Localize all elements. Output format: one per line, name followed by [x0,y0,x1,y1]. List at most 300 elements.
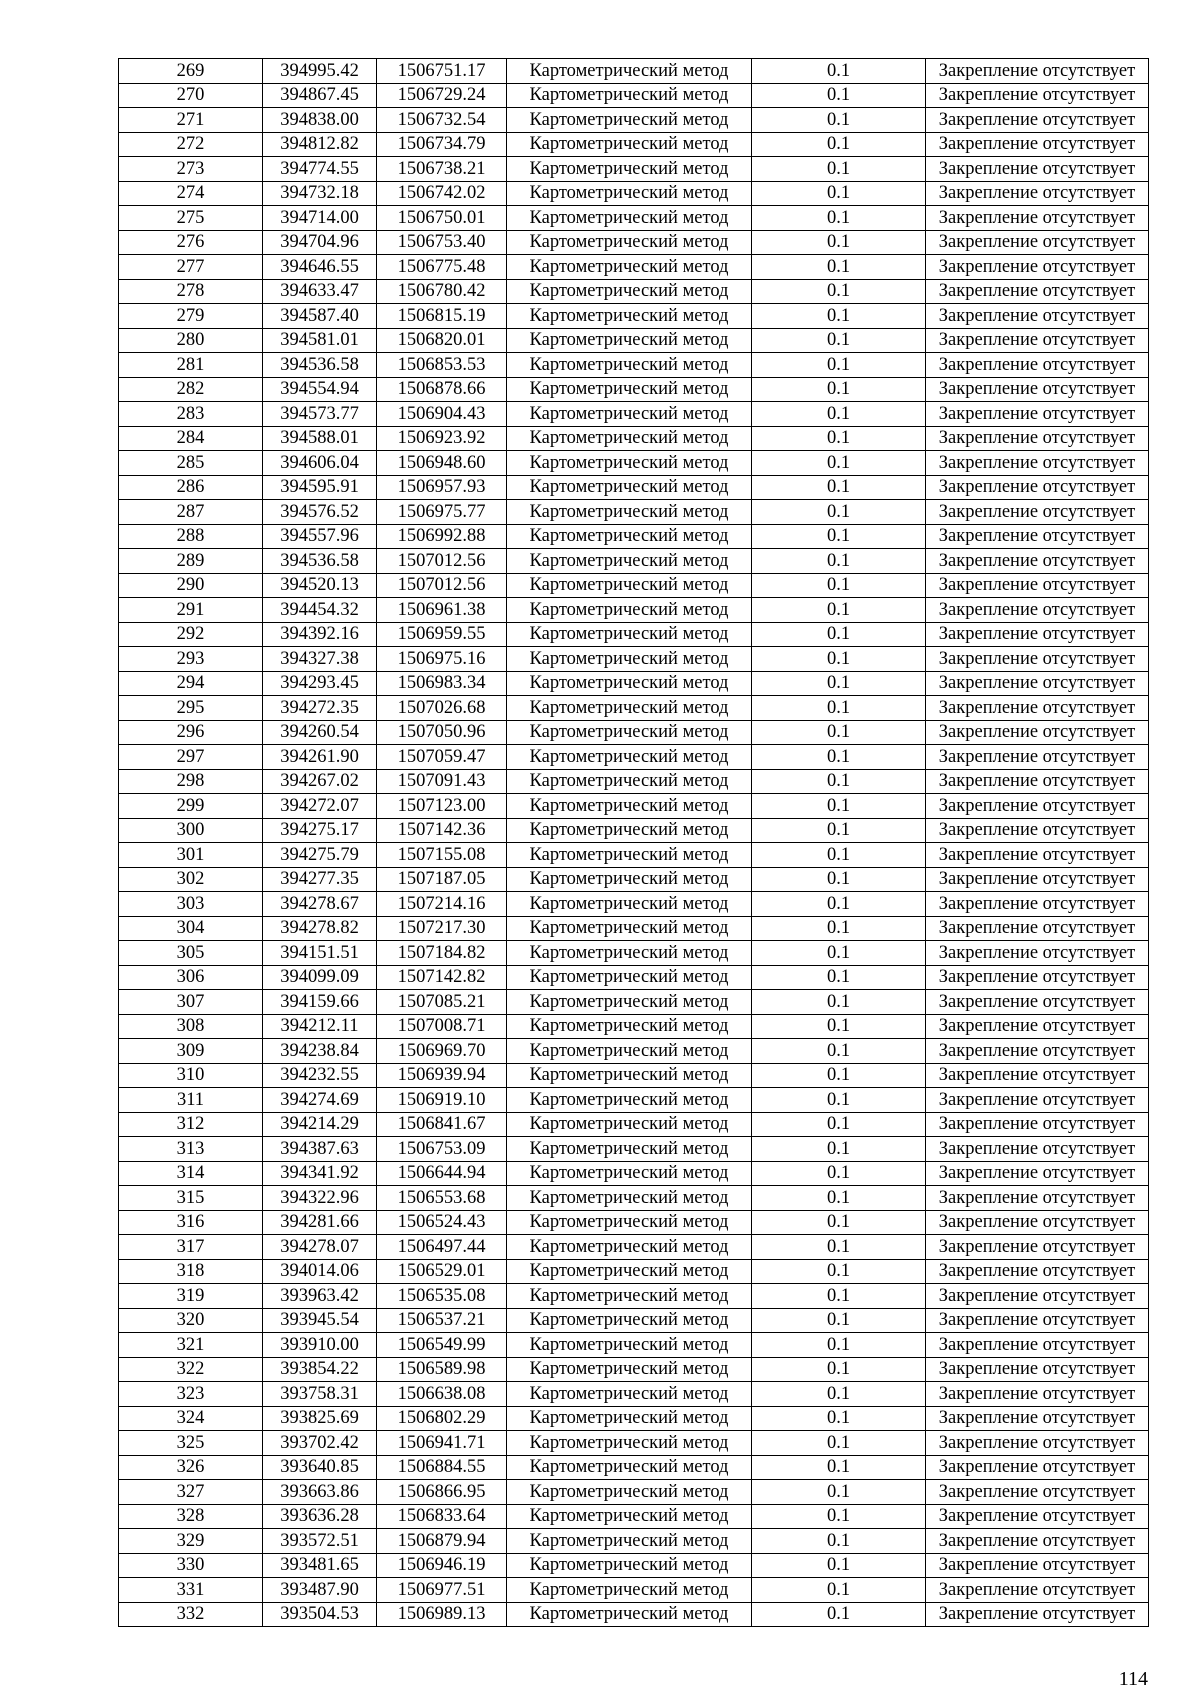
point-number-cell: 288 [119,524,263,549]
y-coordinate-cell: 1506815.19 [377,304,507,329]
table-row [119,1382,1149,1407]
fixation-cell: Закрепление отсутствует [926,843,1149,868]
y-coordinate-cell: 1506751.17 [377,59,507,84]
accuracy-cell: 0.1 [752,377,926,402]
coordinates-table [118,58,1149,1627]
fixation-cell: Закрепление отсутствует [926,1455,1149,1480]
accuracy-cell: 0.1 [752,475,926,500]
x-coordinate-cell: 393663.86 [263,1480,377,1505]
y-coordinate-cell: 1507050.96 [377,720,507,745]
point-number-cell: 293 [119,647,263,672]
accuracy-cell: 0.1 [752,1480,926,1505]
accuracy-cell: 0.1 [752,965,926,990]
x-coordinate-cell: 394595.91 [263,475,377,500]
table-row [119,1602,1149,1627]
accuracy-cell: 0.1 [752,83,926,108]
point-number-cell: 285 [119,451,263,476]
accuracy-cell: 0.1 [752,1235,926,1260]
accuracy-cell: 0.1 [752,990,926,1015]
point-number-cell: 269 [119,59,263,84]
y-coordinate-cell: 1506775.48 [377,255,507,280]
method-cell: Картометрический метод [507,108,752,133]
table-row [119,524,1149,549]
point-number-cell: 272 [119,132,263,157]
y-coordinate-cell: 1506742.02 [377,181,507,206]
point-number-cell: 276 [119,230,263,255]
point-number-cell: 319 [119,1284,263,1309]
fixation-cell: Закрепление отсутствует [926,1504,1149,1529]
table-row [119,1455,1149,1480]
point-number-cell: 310 [119,1063,263,1088]
table-row [119,1308,1149,1333]
y-coordinate-cell: 1506948.60 [377,451,507,476]
x-coordinate-cell: 394232.55 [263,1063,377,1088]
method-cell: Картометрический метод [507,279,752,304]
y-coordinate-cell: 1507217.30 [377,916,507,941]
table-row [119,1161,1149,1186]
fixation-cell: Закрепление отсутствует [926,1210,1149,1235]
table-row [119,181,1149,206]
point-number-cell: 295 [119,696,263,721]
y-coordinate-cell: 1507184.82 [377,941,507,966]
table-row [119,622,1149,647]
accuracy-cell: 0.1 [752,1161,926,1186]
fixation-cell: Закрепление отсутствует [926,1382,1149,1407]
accuracy-cell: 0.1 [752,1406,926,1431]
x-coordinate-cell: 394275.79 [263,843,377,868]
accuracy-cell: 0.1 [752,1063,926,1088]
y-coordinate-cell: 1507012.56 [377,549,507,574]
x-coordinate-cell: 394341.92 [263,1161,377,1186]
method-cell: Картометрический метод [507,1504,752,1529]
method-cell: Картометрический метод [507,132,752,157]
x-coordinate-cell: 394151.51 [263,941,377,966]
point-number-cell: 286 [119,475,263,500]
method-cell: Картометрический метод [507,1480,752,1505]
fixation-cell: Закрепление отсутствует [926,255,1149,280]
y-coordinate-cell: 1506524.43 [377,1210,507,1235]
x-coordinate-cell: 394238.84 [263,1039,377,1064]
table-row [119,745,1149,770]
method-cell: Картометрический метод [507,769,752,794]
y-coordinate-cell: 1506638.08 [377,1382,507,1407]
y-coordinate-cell: 1507214.16 [377,892,507,917]
x-coordinate-cell: 394606.04 [263,451,377,476]
x-coordinate-cell: 394633.47 [263,279,377,304]
table-row [119,377,1149,402]
table-row [119,157,1149,182]
x-coordinate-cell: 393640.85 [263,1455,377,1480]
table-row [119,108,1149,133]
point-number-cell: 291 [119,598,263,623]
method-cell: Картометрический метод [507,794,752,819]
table-row [119,1137,1149,1162]
table-row [119,647,1149,672]
y-coordinate-cell: 1506753.09 [377,1137,507,1162]
fixation-cell: Закрепление отсутствует [926,1161,1149,1186]
method-cell: Картометрический метод [507,59,752,84]
table-row [119,1088,1149,1113]
point-number-cell: 315 [119,1186,263,1211]
x-coordinate-cell: 394557.96 [263,524,377,549]
fixation-cell: Закрепление отсутствует [926,83,1149,108]
accuracy-cell: 0.1 [752,696,926,721]
table-row [119,794,1149,819]
accuracy-cell: 0.1 [752,1259,926,1284]
y-coordinate-cell: 1507091.43 [377,769,507,794]
table-row [119,426,1149,451]
fixation-cell: Закрепление отсутствует [926,867,1149,892]
x-coordinate-cell: 394454.32 [263,598,377,623]
x-coordinate-cell: 394774.55 [263,157,377,182]
x-coordinate-cell: 394573.77 [263,402,377,427]
table-row [119,965,1149,990]
fixation-cell: Закрепление отсутствует [926,1137,1149,1162]
y-coordinate-cell: 1507155.08 [377,843,507,868]
point-number-cell: 279 [119,304,263,329]
point-number-cell: 330 [119,1553,263,1578]
fixation-cell: Закрепление отсутствует [926,769,1149,794]
point-number-cell: 321 [119,1333,263,1358]
point-number-cell: 304 [119,916,263,941]
fixation-cell: Закрепление отсутствует [926,426,1149,451]
x-coordinate-cell: 394261.90 [263,745,377,770]
x-coordinate-cell: 393481.65 [263,1553,377,1578]
table-row [119,1431,1149,1456]
accuracy-cell: 0.1 [752,916,926,941]
accuracy-cell: 0.1 [752,671,926,696]
point-number-cell: 303 [119,892,263,917]
fixation-cell: Закрепление отсутствует [926,59,1149,84]
fixation-cell: Закрепление отсутствует [926,549,1149,574]
y-coordinate-cell: 1506946.19 [377,1553,507,1578]
point-number-cell: 314 [119,1161,263,1186]
x-coordinate-cell: 393910.00 [263,1333,377,1358]
point-number-cell: 331 [119,1578,263,1603]
point-number-cell: 318 [119,1259,263,1284]
fixation-cell: Закрепление отсутствует [926,1578,1149,1603]
point-number-cell: 294 [119,671,263,696]
table-row [119,304,1149,329]
method-cell: Картометрический метод [507,867,752,892]
y-coordinate-cell: 1506904.43 [377,402,507,427]
y-coordinate-cell: 1506878.66 [377,377,507,402]
point-number-cell: 290 [119,573,263,598]
accuracy-cell: 0.1 [752,1455,926,1480]
x-coordinate-cell: 393758.31 [263,1382,377,1407]
y-coordinate-cell: 1506989.13 [377,1602,507,1627]
accuracy-cell: 0.1 [752,328,926,353]
page-number: 114 [1118,1668,1148,1690]
method-cell: Картометрический метод [507,1235,752,1260]
method-cell: Картометрический метод [507,353,752,378]
x-coordinate-cell: 394278.07 [263,1235,377,1260]
point-number-cell: 280 [119,328,263,353]
table-row [119,1333,1149,1358]
fixation-cell: Закрепление отсутствует [926,1014,1149,1039]
table-row [119,230,1149,255]
table-row [119,402,1149,427]
x-coordinate-cell: 394274.69 [263,1088,377,1113]
method-cell: Картометрический метод [507,328,752,353]
accuracy-cell: 0.1 [752,573,926,598]
point-number-cell: 306 [119,965,263,990]
point-number-cell: 278 [119,279,263,304]
y-coordinate-cell: 1506961.38 [377,598,507,623]
accuracy-cell: 0.1 [752,1382,926,1407]
x-coordinate-cell: 394536.58 [263,353,377,378]
fixation-cell: Закрепление отсутствует [926,1039,1149,1064]
accuracy-cell: 0.1 [752,304,926,329]
method-cell: Картометрический метод [507,1455,752,1480]
point-number-cell: 316 [119,1210,263,1235]
table-row [119,892,1149,917]
x-coordinate-cell: 394159.66 [263,990,377,1015]
method-cell: Картометрический метод [507,206,752,231]
method-cell: Картометрический метод [507,377,752,402]
table-row [119,1235,1149,1260]
fixation-cell: Закрепление отсутствует [926,181,1149,206]
table-row [119,328,1149,353]
accuracy-cell: 0.1 [752,1112,926,1137]
fixation-cell: Закрепление отсутствует [926,1431,1149,1456]
table-row [119,696,1149,721]
table-row [119,671,1149,696]
method-cell: Картометрический метод [507,1357,752,1382]
fixation-cell: Закрепление отсутствует [926,1357,1149,1382]
y-coordinate-cell: 1507026.68 [377,696,507,721]
point-number-cell: 296 [119,720,263,745]
table-row [119,500,1149,525]
accuracy-cell: 0.1 [752,1284,926,1309]
x-coordinate-cell: 394704.96 [263,230,377,255]
method-cell: Картометрический метод [507,1014,752,1039]
table-row [119,83,1149,108]
fixation-cell: Закрепление отсутствует [926,230,1149,255]
fixation-cell: Закрепление отсутствует [926,328,1149,353]
x-coordinate-cell: 393825.69 [263,1406,377,1431]
y-coordinate-cell: 1507123.00 [377,794,507,819]
method-cell: Картометрический метод [507,157,752,182]
method-cell: Картометрический метод [507,230,752,255]
y-coordinate-cell: 1506750.01 [377,206,507,231]
y-coordinate-cell: 1507008.71 [377,1014,507,1039]
x-coordinate-cell: 393504.53 [263,1602,377,1627]
accuracy-cell: 0.1 [752,59,926,84]
accuracy-cell: 0.1 [752,647,926,672]
y-coordinate-cell: 1506732.54 [377,108,507,133]
point-number-cell: 284 [119,426,263,451]
accuracy-cell: 0.1 [752,1137,926,1162]
x-coordinate-cell: 394322.96 [263,1186,377,1211]
point-number-cell: 287 [119,500,263,525]
accuracy-cell: 0.1 [752,794,926,819]
table-row [119,1284,1149,1309]
accuracy-cell: 0.1 [752,157,926,182]
table-row [119,475,1149,500]
accuracy-cell: 0.1 [752,892,926,917]
point-number-cell: 300 [119,818,263,843]
point-number-cell: 298 [119,769,263,794]
method-cell: Картометрический метод [507,818,752,843]
point-number-cell: 323 [119,1382,263,1407]
y-coordinate-cell: 1506529.01 [377,1259,507,1284]
y-coordinate-cell: 1506497.44 [377,1235,507,1260]
x-coordinate-cell: 394099.09 [263,965,377,990]
point-number-cell: 327 [119,1480,263,1505]
x-coordinate-cell: 394812.82 [263,132,377,157]
y-coordinate-cell: 1506549.99 [377,1333,507,1358]
y-coordinate-cell: 1506957.93 [377,475,507,500]
point-number-cell: 274 [119,181,263,206]
y-coordinate-cell: 1507142.36 [377,818,507,843]
y-coordinate-cell: 1506866.95 [377,1480,507,1505]
x-coordinate-cell: 394581.01 [263,328,377,353]
fixation-cell: Закрепление отсутствует [926,647,1149,672]
table-row [119,206,1149,231]
y-coordinate-cell: 1506853.53 [377,353,507,378]
y-coordinate-cell: 1506941.71 [377,1431,507,1456]
table-row [119,451,1149,476]
y-coordinate-cell: 1506753.40 [377,230,507,255]
fixation-cell: Закрепление отсутствует [926,598,1149,623]
fixation-cell: Закрепление отсутствует [926,157,1149,182]
method-cell: Картометрический метод [507,1578,752,1603]
fixation-cell: Закрепление отсутствует [926,132,1149,157]
point-number-cell: 302 [119,867,263,892]
y-coordinate-cell: 1506833.64 [377,1504,507,1529]
method-cell: Картометрический метод [507,745,752,770]
y-coordinate-cell: 1506729.24 [377,83,507,108]
point-number-cell: 324 [119,1406,263,1431]
point-number-cell: 328 [119,1504,263,1529]
x-coordinate-cell: 394732.18 [263,181,377,206]
table-row [119,279,1149,304]
point-number-cell: 312 [119,1112,263,1137]
accuracy-cell: 0.1 [752,255,926,280]
point-number-cell: 282 [119,377,263,402]
table-row [119,818,1149,843]
x-coordinate-cell: 394275.17 [263,818,377,843]
point-number-cell: 307 [119,990,263,1015]
x-coordinate-cell: 394646.55 [263,255,377,280]
method-cell: Картометрический метод [507,1431,752,1456]
accuracy-cell: 0.1 [752,1039,926,1064]
y-coordinate-cell: 1506992.88 [377,524,507,549]
table-row [119,573,1149,598]
table-row [119,769,1149,794]
point-number-cell: 332 [119,1602,263,1627]
x-coordinate-cell: 394995.42 [263,59,377,84]
accuracy-cell: 0.1 [752,1578,926,1603]
method-cell: Картометрический метод [507,402,752,427]
method-cell: Картометрический метод [507,1529,752,1554]
y-coordinate-cell: 1506983.34 [377,671,507,696]
accuracy-cell: 0.1 [752,769,926,794]
table-row [119,598,1149,623]
method-cell: Картометрический метод [507,1308,752,1333]
accuracy-cell: 0.1 [752,1308,926,1333]
fixation-cell: Закрепление отсутствует [926,892,1149,917]
x-coordinate-cell: 394014.06 [263,1259,377,1284]
accuracy-cell: 0.1 [752,206,926,231]
x-coordinate-cell: 393854.22 [263,1357,377,1382]
method-cell: Картометрический метод [507,720,752,745]
accuracy-cell: 0.1 [752,745,926,770]
table-row [119,990,1149,1015]
accuracy-cell: 0.1 [752,1431,926,1456]
y-coordinate-cell: 1506969.70 [377,1039,507,1064]
point-number-cell: 299 [119,794,263,819]
table-row [119,843,1149,868]
method-cell: Картометрический метод [507,181,752,206]
x-coordinate-cell: 393702.42 [263,1431,377,1456]
fixation-cell: Закрепление отсутствует [926,1112,1149,1137]
x-coordinate-cell: 394867.45 [263,83,377,108]
accuracy-cell: 0.1 [752,132,926,157]
x-coordinate-cell: 394392.16 [263,622,377,647]
method-cell: Картометрический метод [507,965,752,990]
fixation-cell: Закрепление отсутствует [926,1259,1149,1284]
fixation-cell: Закрепление отсутствует [926,108,1149,133]
table-row [119,1039,1149,1064]
method-cell: Картометрический метод [507,1063,752,1088]
method-cell: Картометрический метод [507,426,752,451]
accuracy-cell: 0.1 [752,500,926,525]
point-number-cell: 320 [119,1308,263,1333]
y-coordinate-cell: 1506802.29 [377,1406,507,1431]
method-cell: Картометрический метод [507,1406,752,1431]
method-cell: Картометрический метод [507,500,752,525]
point-number-cell: 281 [119,353,263,378]
point-number-cell: 275 [119,206,263,231]
y-coordinate-cell: 1506841.67 [377,1112,507,1137]
fixation-cell: Закрепление отсутствует [926,1480,1149,1505]
y-coordinate-cell: 1506879.94 [377,1529,507,1554]
method-cell: Картометрический метод [507,1112,752,1137]
accuracy-cell: 0.1 [752,549,926,574]
fixation-cell: Закрепление отсутствует [926,1553,1149,1578]
point-number-cell: 277 [119,255,263,280]
point-number-cell: 283 [119,402,263,427]
table-row [119,549,1149,574]
fixation-cell: Закрепление отсутствует [926,1235,1149,1260]
accuracy-cell: 0.1 [752,598,926,623]
x-coordinate-cell: 394278.67 [263,892,377,917]
table-row [119,1186,1149,1211]
accuracy-cell: 0.1 [752,451,926,476]
y-coordinate-cell: 1506644.94 [377,1161,507,1186]
method-cell: Картометрический метод [507,83,752,108]
method-cell: Картометрический метод [507,1186,752,1211]
point-number-cell: 292 [119,622,263,647]
fixation-cell: Закрепление отсутствует [926,353,1149,378]
accuracy-cell: 0.1 [752,622,926,647]
y-coordinate-cell: 1506959.55 [377,622,507,647]
fixation-cell: Закрепление отсутствует [926,500,1149,525]
accuracy-cell: 0.1 [752,1357,926,1382]
y-coordinate-cell: 1506537.21 [377,1308,507,1333]
x-coordinate-cell: 394714.00 [263,206,377,231]
accuracy-cell: 0.1 [752,1333,926,1358]
x-coordinate-cell: 393487.90 [263,1578,377,1603]
x-coordinate-cell: 394272.35 [263,696,377,721]
accuracy-cell: 0.1 [752,843,926,868]
x-coordinate-cell: 394587.40 [263,304,377,329]
fixation-cell: Закрепление отсутствует [926,622,1149,647]
y-coordinate-cell: 1506919.10 [377,1088,507,1113]
fixation-cell: Закрепление отсутствует [926,1088,1149,1113]
